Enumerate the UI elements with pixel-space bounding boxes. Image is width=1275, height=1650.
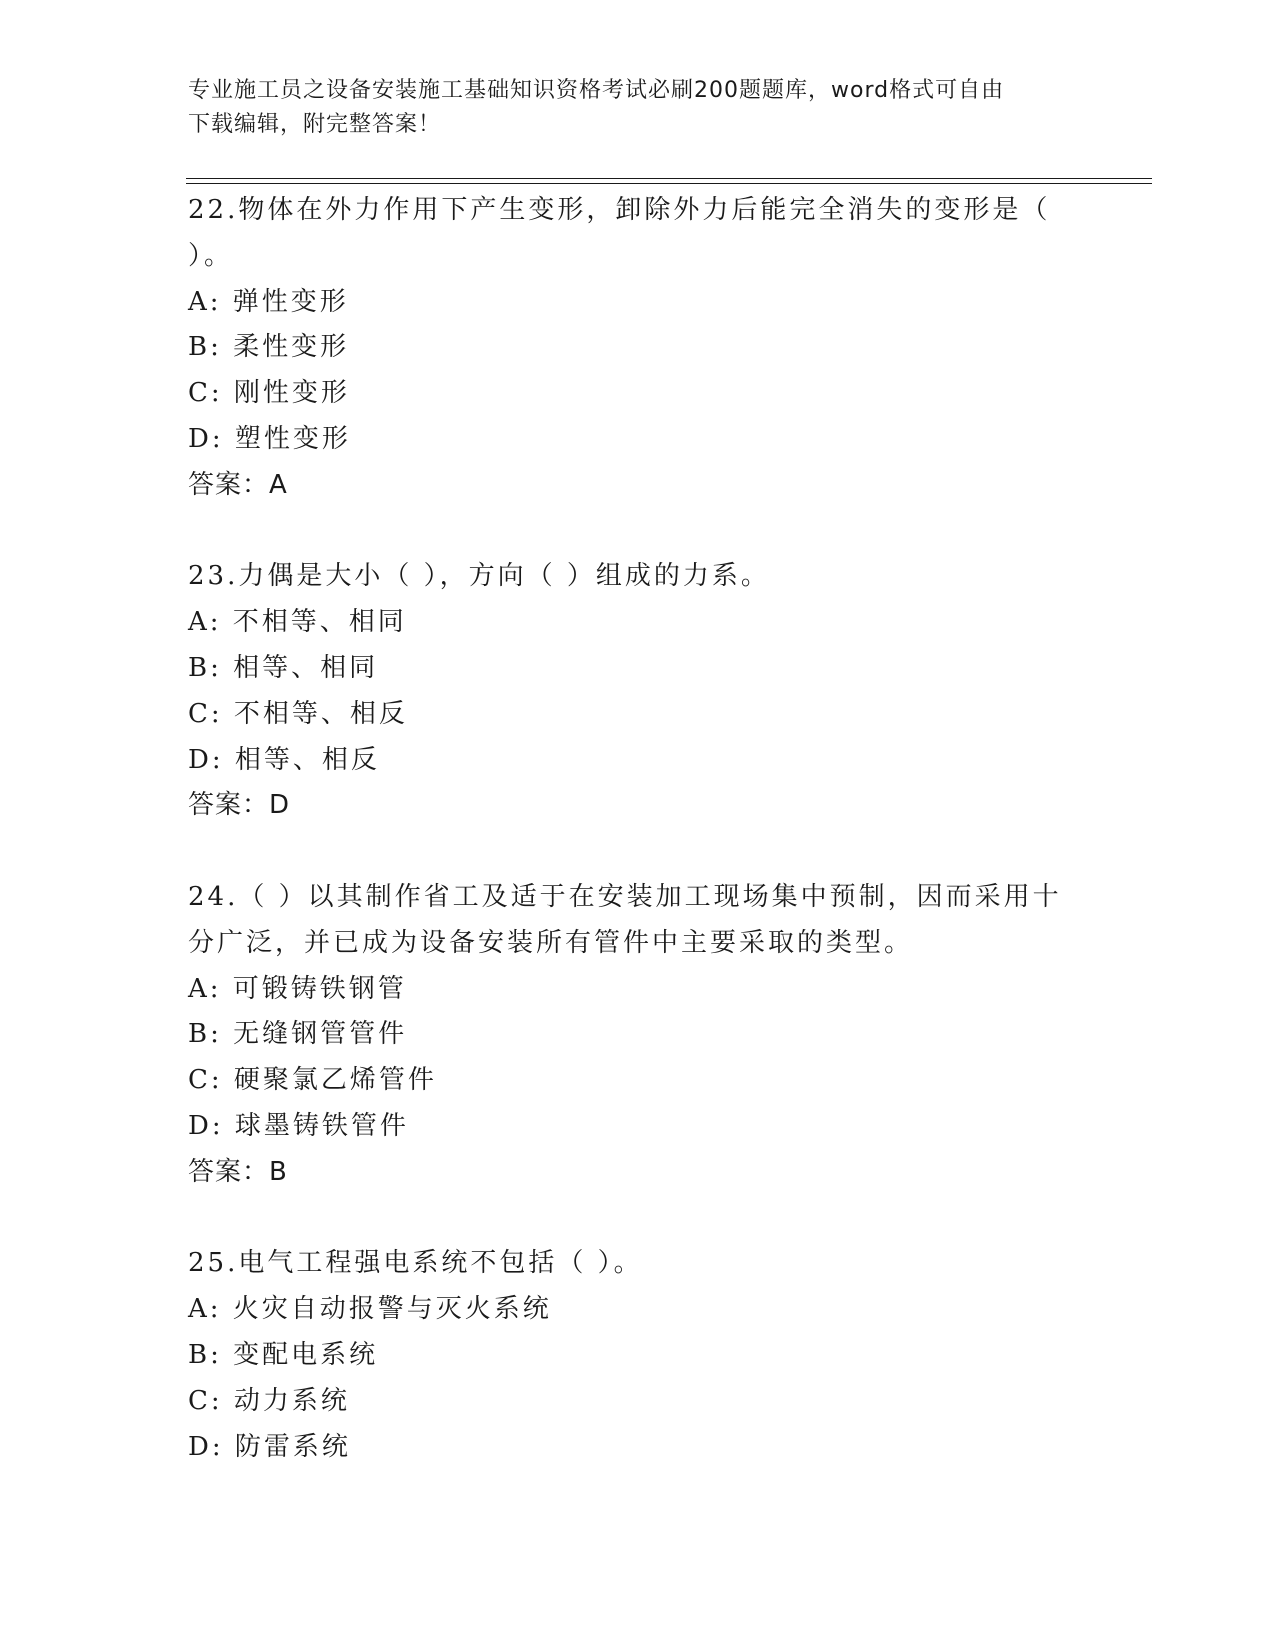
answer-text: 答案：A xyxy=(188,469,288,500)
header-divider-top xyxy=(186,178,1152,179)
question-23 xyxy=(188,554,1068,829)
option-d: D: 塑性变形 xyxy=(188,423,351,454)
option-d: D: 防雷系统 xyxy=(188,1431,351,1462)
question-stem: 22.物体在外力作用下产生变形，卸除外力后能完全消失的变形是（ xyxy=(188,195,1051,225)
header-line-2: 下载编辑，附完整答案！ xyxy=(188,112,442,137)
option-a: A: 弹性变形 xyxy=(188,286,349,317)
option-c: C: 硬聚氯乙烯管件 xyxy=(188,1065,437,1096)
option-b: B: 相等、相同 xyxy=(188,652,379,683)
question-stem-continued: ）。 xyxy=(188,240,234,271)
option-b: B: 柔性变形 xyxy=(188,332,350,363)
option-d: D: 球墨铸铁管件 xyxy=(188,1110,409,1141)
header-divider-bottom xyxy=(186,183,1152,184)
option-a: A: 不相等、相同 xyxy=(188,607,407,638)
question-24 xyxy=(188,875,1068,1196)
option-b: B: 无缝钢管管件 xyxy=(188,1019,408,1050)
question-list xyxy=(188,188,1068,1470)
question-stem: 25.电气工程强电系统不包括（ ）。 xyxy=(188,1248,643,1279)
document-header xyxy=(188,74,1068,142)
question-22 xyxy=(188,188,1068,509)
option-b: B: 变配电系统 xyxy=(188,1339,379,1370)
header-line-1: 专业施工员之设备安装施工基础知识资格考试必刷200题题库，word格式可自由 xyxy=(188,78,1005,103)
option-a: A: 火灾自动报警与灭火系统 xyxy=(188,1294,552,1325)
option-c: C: 动力系统 xyxy=(188,1385,350,1416)
option-c: C: 刚性变形 xyxy=(188,378,350,409)
option-c: C: 不相等、相反 xyxy=(188,698,408,729)
option-d: D: 相等、相反 xyxy=(188,744,380,775)
question-stem-continued: 分广泛，并已成为设备安装所有管件中主要采取的类型。 xyxy=(188,927,914,958)
answer-text: 答案：B xyxy=(188,1156,288,1187)
question-25 xyxy=(188,1241,1068,1470)
answer-text: 答案：D xyxy=(188,790,291,821)
question-stem: 23.力偶是大小（ ），方向（ ）组成的力系。 xyxy=(188,561,770,592)
option-a: A: 可锻铸铁钢管 xyxy=(188,973,407,1004)
question-stem: 24.（ ）以其制作省工及适于在安装加工现场集中预制，因而采用十 xyxy=(188,881,1062,912)
